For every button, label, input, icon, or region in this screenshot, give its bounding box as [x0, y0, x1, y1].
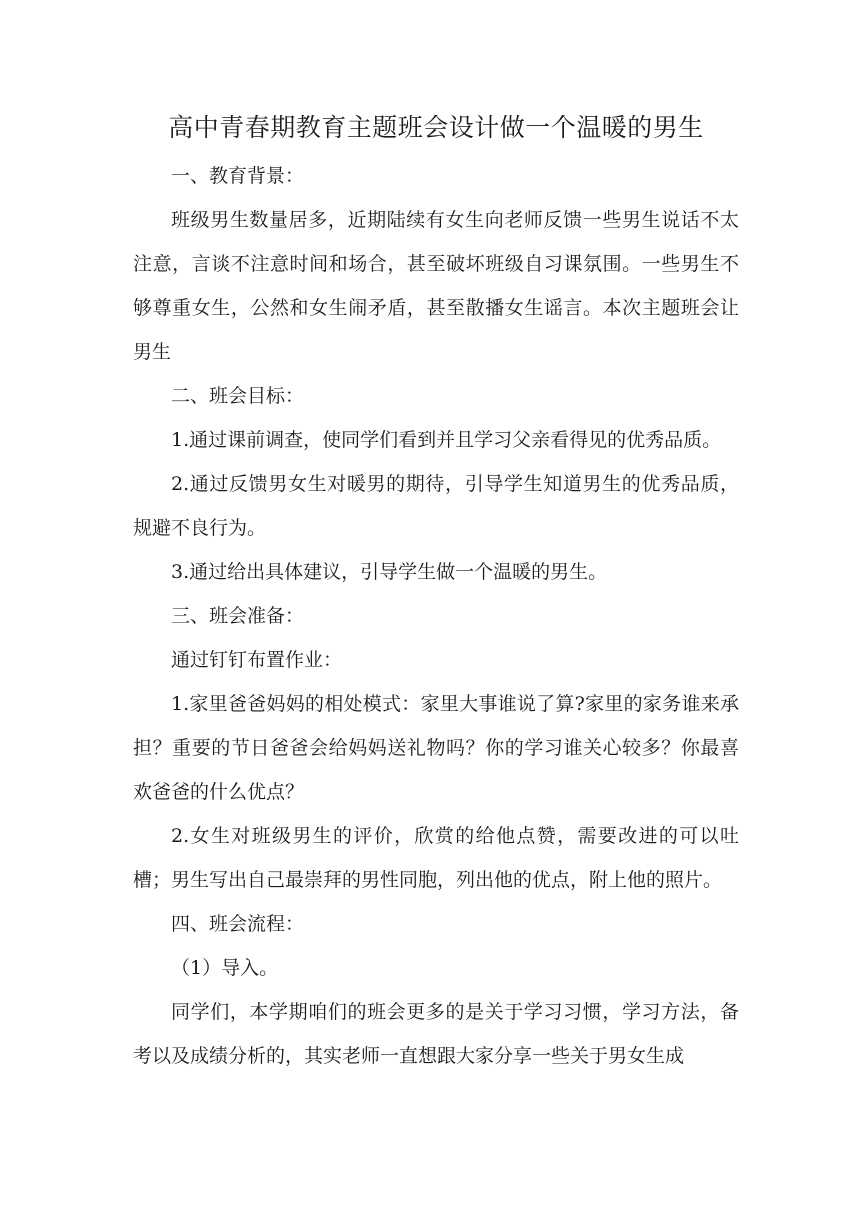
- heading-class-preparation: 三、班会准备：: [171, 605, 305, 627]
- goal-item-3: 3.通过给出具体建议，引导学生做一个温暖的男生。: [171, 561, 608, 583]
- preparation-item-2: 2.女生对班级男生的评价，欣赏的给他点赞，需要改进的可以吐槽；男生写出自己最崇拜的男性同胞，列出他的优点，附上他的照片。: [133, 825, 739, 891]
- heading-class-goals: 二、班会目标：: [171, 385, 305, 407]
- paragraph-assignment-intro: 通过钉钉布置作业：: [171, 649, 343, 671]
- preparation-item-1: 1.家里爸爸妈妈的相处模式：家里大事谁说了算?家里的家务谁来承担？重要的节日爸爸会给妈妈送礼物吗？你的学习谁关心较多？你最喜欢爸爸的什么优点？: [133, 693, 739, 803]
- goal-item-2: 2.通过反馈男女生对暖男的期待，引导学生知道男生的优秀品质，规避不良行为。: [133, 473, 739, 539]
- paragraph-introduction-speech: 同学们，本学期咱们的班会更多的是关于学习习惯，学习方法，备考以及成绩分析的，其实老师一直想跟大家分享一些关于男女生成: [133, 1001, 739, 1067]
- heading-education-background: 一、教育背景：: [171, 165, 305, 187]
- process-step-intro: （1）导入。: [171, 957, 279, 979]
- heading-class-process: 四、班会流程：: [171, 913, 305, 935]
- goal-item-1: 1.通过课前调查，使同学们看到并且学习父亲看得见的优秀品质。: [171, 429, 722, 451]
- document-title: 高中青春期教育主题班会设计做一个温暖的男生: [168, 113, 704, 142]
- document-body: [133, 110, 739, 1078]
- paragraph-background: 班级男生数量居多，近期陆续有女生向老师反馈一些男生说话不太注意，言谈不注意时间和场合，甚至破坏班级自习课氛围。一些男生不够尊重女生，公然和女生闹矛盾，甚至散播女生谣言。本次主题班会让男生: [133, 209, 739, 363]
